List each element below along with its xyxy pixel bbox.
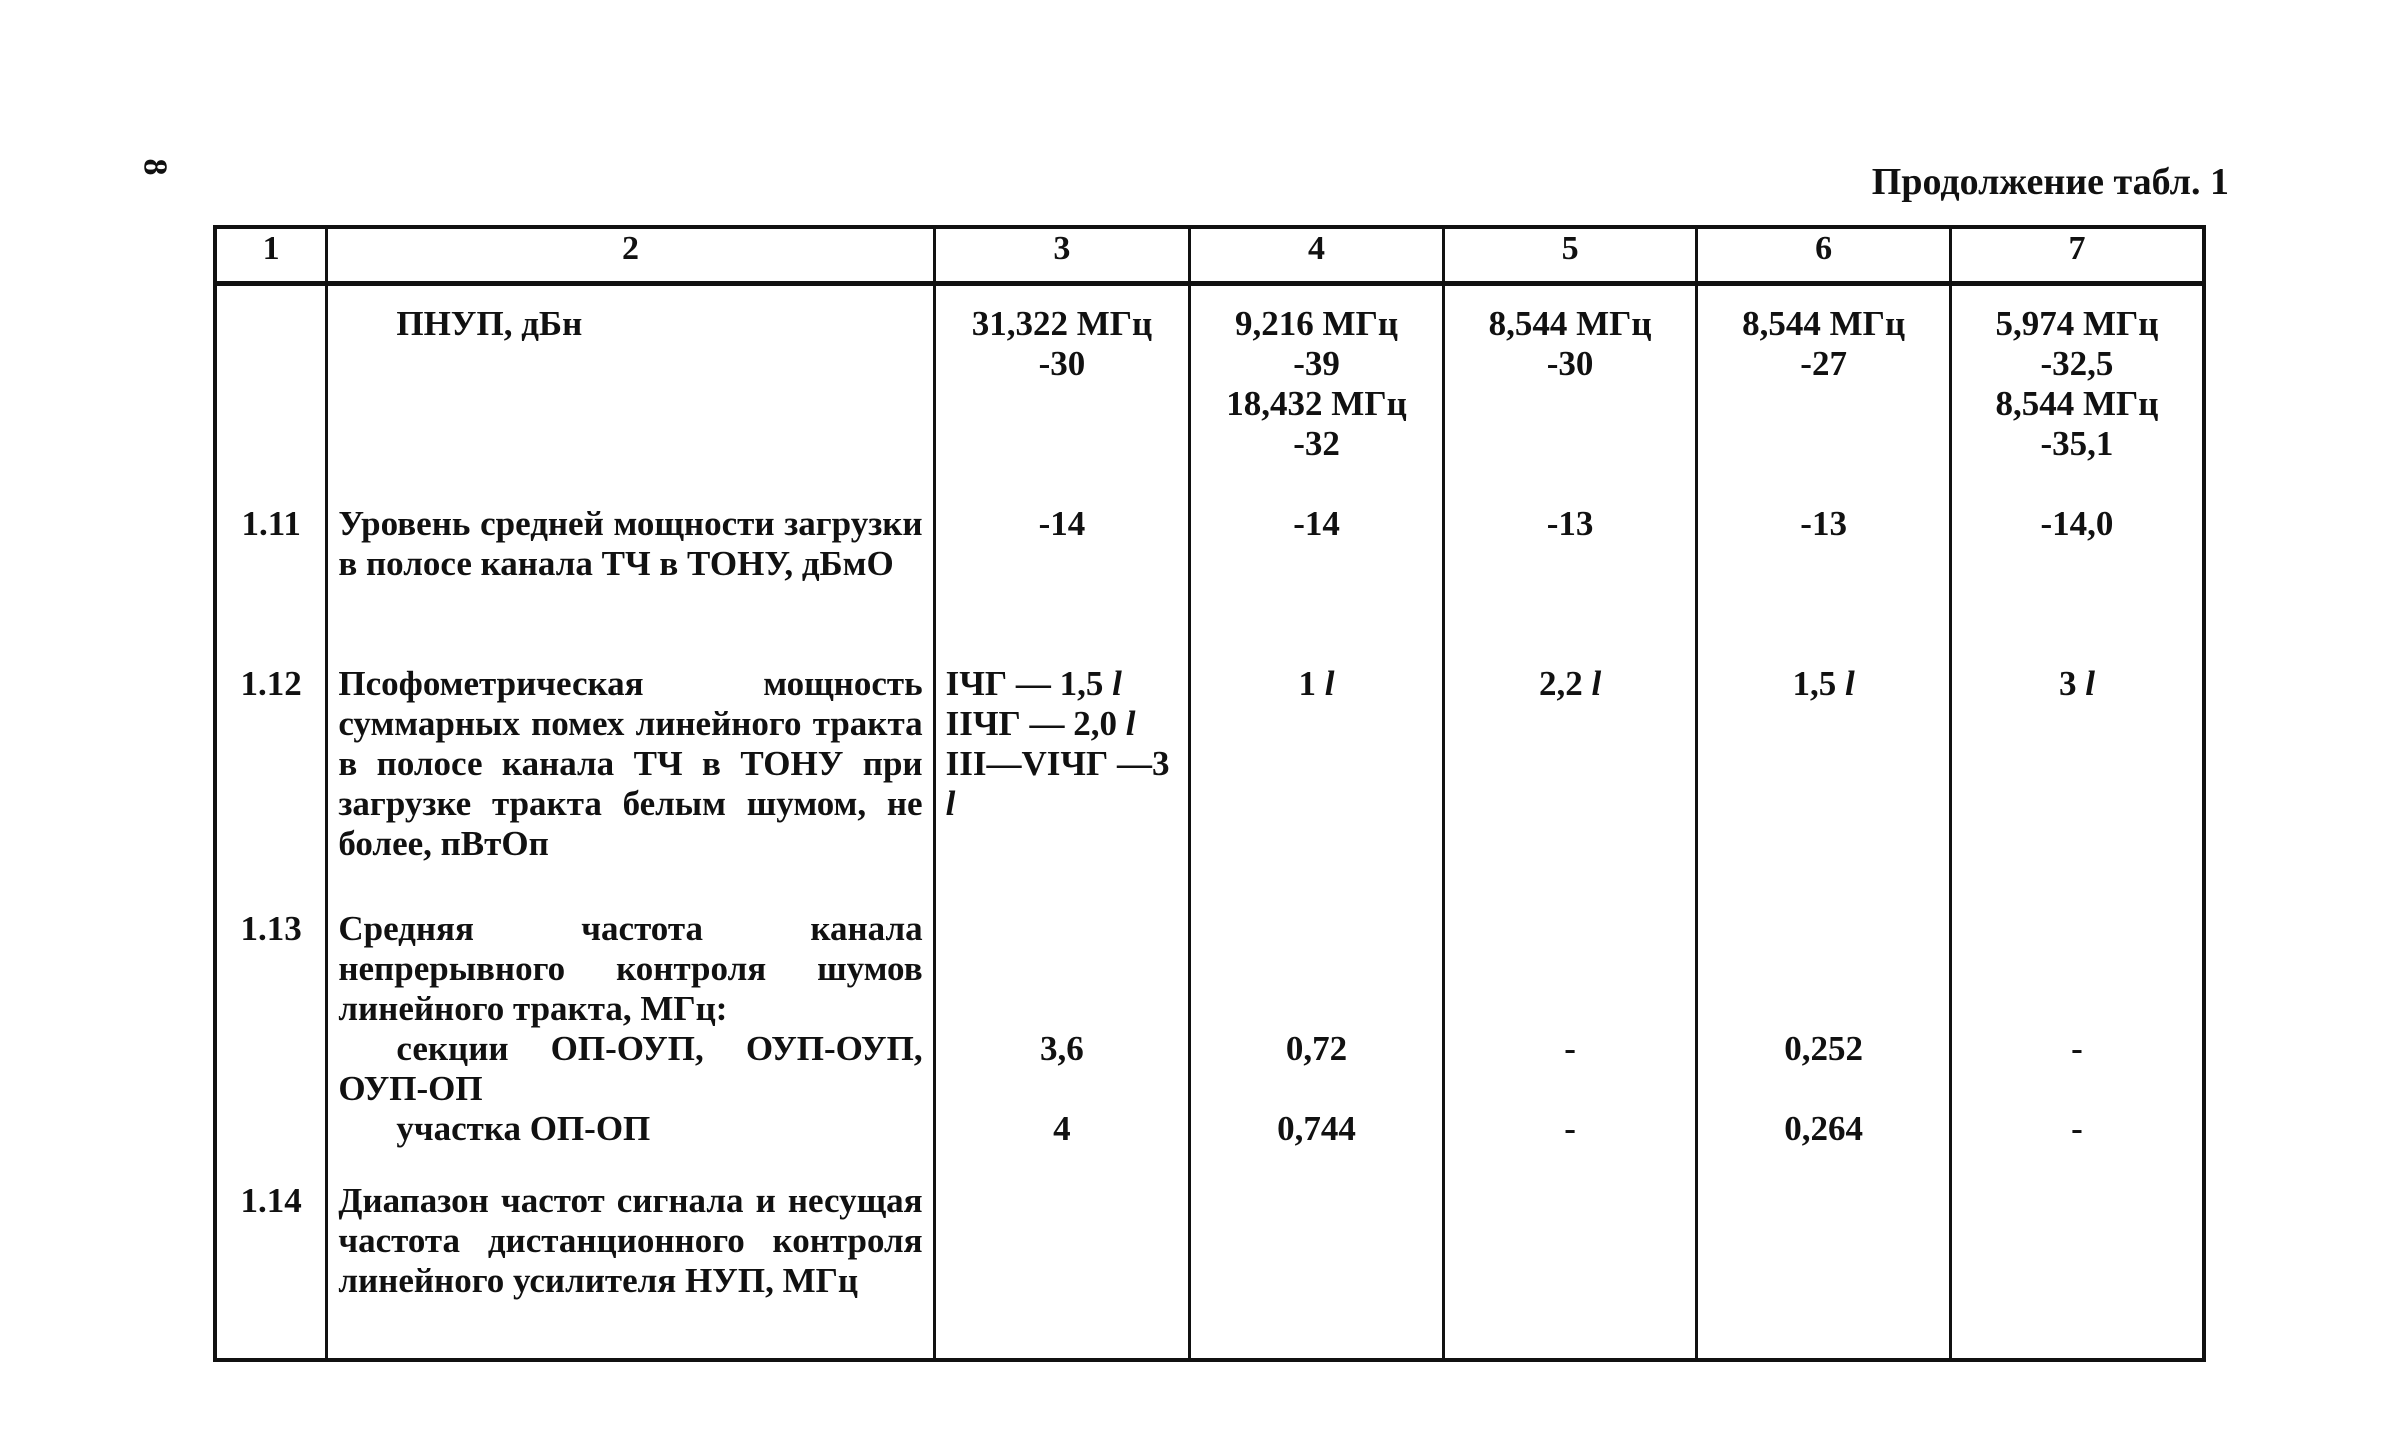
empty-cell <box>1190 1181 1444 1360</box>
cell-value: 8,544 МГц <box>1488 304 1652 343</box>
value-cell <box>1190 909 1444 1181</box>
empty-cell <box>1950 1181 2204 1360</box>
cell-value: -14 <box>934 504 1190 664</box>
cell-value: 9,216 МГц <box>1235 304 1399 343</box>
unit-symbol: l <box>1845 664 1855 703</box>
value-text: 3 <box>2058 664 2077 703</box>
cell-value: -32,5 <box>2040 344 2114 383</box>
row-label: Псофометрическая мощность суммарных помех линейного тракта в полосе канала ТЧ в ТОНУ при загрузке тракта белым шумом, не более, пВтОп <box>327 664 934 909</box>
cell-value: 0,264 <box>1784 1109 1863 1148</box>
cell-value <box>946 744 1179 824</box>
header-cell: 2 <box>327 227 934 284</box>
row-label: Диапазон частот сигнала и несущая частота дистанционного контроля линейного усилителя НУП, МГц <box>327 1181 934 1360</box>
cell-value: - <box>1564 1029 1576 1068</box>
value-cell <box>1443 909 1697 1181</box>
unit-symbol: l <box>1591 664 1602 703</box>
cell-value <box>946 704 1179 744</box>
cell-value: 0,72 <box>1285 1029 1348 1068</box>
cell-value <box>1697 664 1951 909</box>
unit-symbol: l <box>1324 664 1335 703</box>
header-cell: 1 <box>215 227 327 284</box>
cell-value: 0,252 <box>1784 1029 1863 1068</box>
value-text: 1 <box>1298 664 1317 703</box>
header-cell: 7 <box>1950 227 2204 284</box>
cell-value: - <box>1564 1109 1576 1148</box>
value-text: IIЧГ — 2,0 <box>945 704 1118 743</box>
value-cell <box>1950 909 2204 1181</box>
row-label <box>327 909 934 1181</box>
table-row <box>215 664 2204 909</box>
value-text: IЧГ — 1,5 <box>945 664 1104 703</box>
row-sublabel: секции ОП-ОУП, ОУП-ОУП, ОУП-ОП <box>338 1029 923 1108</box>
cell-value: - <box>2071 1029 2083 1068</box>
row-sublabel: участка ОП-ОП <box>396 1109 651 1148</box>
unit-symbol: l <box>1125 704 1136 743</box>
cell-value <box>1443 664 1697 909</box>
cell-value: -39 <box>1293 344 1340 383</box>
cell-value <box>1190 664 1444 909</box>
cell-value: -14,0 <box>1950 504 2204 664</box>
value-cell <box>1697 284 1951 505</box>
row-number <box>215 284 327 505</box>
cell-value: 31,322 МГц <box>971 304 1153 343</box>
row-number: 1.11 <box>215 504 327 664</box>
row-label-text: Средняя частота канала непрерывного контроля шумов линейного тракта, МГц: <box>338 909 923 1028</box>
row-label-text: ПНУП, дБн <box>396 304 583 343</box>
value-cell <box>934 664 1190 909</box>
value-cell <box>934 909 1190 1181</box>
header-cell: 3 <box>934 227 1190 284</box>
header-cell: 5 <box>1443 227 1697 284</box>
header-row <box>215 227 2204 284</box>
cell-value: -13 <box>1443 504 1697 664</box>
cell-value <box>1950 664 2204 909</box>
value-text: 2,2 <box>1538 664 1583 703</box>
value-text: 1,5 <box>1792 664 1837 703</box>
cell-value: -14 <box>1190 504 1444 664</box>
empty-cell <box>934 1181 1190 1360</box>
value-cell <box>1950 284 2204 505</box>
cell-value: 3,6 <box>1040 1029 1084 1068</box>
unit-symbol: l <box>1112 664 1122 703</box>
value-cell <box>1697 909 1951 1181</box>
value-cell <box>934 284 1190 505</box>
cell-value: -30 <box>1038 344 1086 383</box>
table-row <box>215 1181 2204 1360</box>
header-cell: 6 <box>1697 227 1951 284</box>
cell-value: -30 <box>1546 344 1594 383</box>
cell-value: 5,974 МГц <box>1995 304 2159 343</box>
cell-value: 0,744 <box>1277 1109 1356 1148</box>
table-row <box>215 504 2204 664</box>
unit-symbol: l <box>2085 664 2095 703</box>
cell-value: 4 <box>1053 1109 1071 1148</box>
empty-cell <box>1697 1181 1951 1360</box>
unit-symbol: l <box>945 784 956 823</box>
row-number: 1.13 <box>215 909 327 1181</box>
value-text: III—VIЧГ —3 <box>945 744 1170 783</box>
table-continuation-caption: Продолжение табл. 1 <box>1871 161 2229 203</box>
cell-value: 8,544 МГц <box>1995 384 2159 423</box>
page-number: 8 <box>136 158 174 176</box>
cell-value: -27 <box>1800 344 1847 383</box>
header-cell: 4 <box>1190 227 1444 284</box>
cell-value: - <box>2071 1109 2083 1148</box>
cell-value <box>946 664 1179 704</box>
table-row <box>215 284 2204 505</box>
cell-value: 8,544 МГц <box>1742 304 1906 343</box>
value-cell <box>1190 284 1444 505</box>
cell-value: -13 <box>1697 504 1951 664</box>
row-label <box>327 284 934 505</box>
cell-value: 18,432 МГц <box>1226 384 1407 423</box>
cell-value: -32 <box>1293 424 1340 463</box>
cell-value: -35,1 <box>2040 424 2114 463</box>
value-cell <box>1443 284 1697 505</box>
row-number: 1.14 <box>215 1181 327 1360</box>
row-label: Уровень средней мощности загрузки в полосе канала ТЧ в ТОНУ, дБмО <box>327 504 934 664</box>
table-row <box>215 909 2204 1181</box>
empty-cell <box>1443 1181 1697 1360</box>
row-number: 1.12 <box>215 664 327 909</box>
specification-table <box>213 225 2206 1362</box>
